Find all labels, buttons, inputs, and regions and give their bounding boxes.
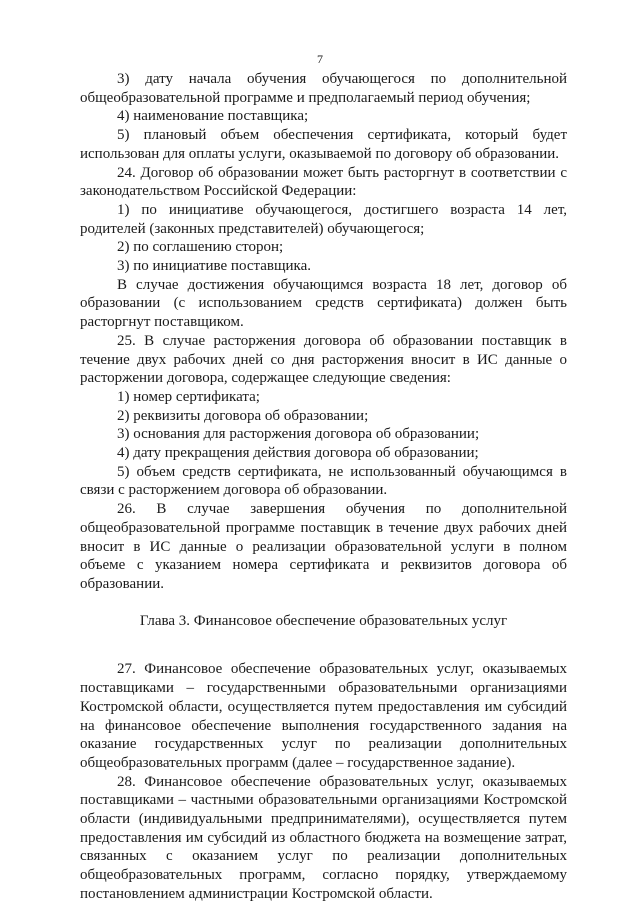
paragraph-item-26: 26. В случае завершения обучения по дополнительной общеобразовательной программе поставщик в течение двух рабочих дней вносит в ИС данные о реализации образовательной услуги в полном объеме с указанием номера сертификата и реквизитов договора об образовании. — [80, 501, 567, 592]
paragraph-item-24-1: 1) по инициативе обучающегося, достигшего возраста 14 лет, родителей (законных представителей) обучающегося; — [80, 201, 567, 237]
document-body — [80, 70, 567, 904]
paragraph-item-28: 28. Финансовое обеспечение образовательных услуг, оказываемых поставщиками – частными образовательными организациями Костромской области (индивидуальными предпринимателями), осуществляется путем предоставления им субсидий из областного бюджета на возмещение затрат, связанных с оказанием услуг по реализации дополнительных общеобразовательных программ, согласно порядку, утверждаемому постановлением администрации Костромской области. — [80, 773, 567, 902]
paragraph-item-25-4: 4) дату прекращения действия договора об образовании; — [117, 445, 479, 462]
paragraph-age-18: В случае достижения обучающимся возраста 18 лет, договор об образовании (с использованием средств сертификата) должен быть расторгнут поставщиком. — [80, 276, 567, 331]
paragraph-item-24-3: 3) по инициативе поставщика. — [117, 258, 311, 275]
page-number: 7 — [317, 52, 323, 66]
paragraph-item-23-4: 4) наименование поставщика; — [117, 108, 309, 125]
paragraph-item-25-3: 3) основания для расторжения договора об образовании; — [117, 426, 480, 443]
paragraph-item-25-1: 1) номер сертификата; — [117, 388, 260, 405]
chapter-heading: Глава 3. Финансовое обеспечение образовательных услуг — [139, 612, 508, 629]
paragraph-item-23-3: 3) дату начала обучения обучающегося по дополнительной общеобразовательной программе и предполагаемый период обучения; — [80, 71, 567, 106]
paragraph-item-25: 25. В случае расторжения договора об образовании поставщик в течение двух рабочих дней со дня расторжения вносит в ИС данные о расторжении договора, содержащее следующие сведения: — [80, 332, 567, 387]
paragraph-item-24-2: 2) по соглашению сторон; — [117, 239, 284, 256]
paragraph-item-24: 24. Договор об образовании может быть расторгнут в соответствии с законодательством Российской Федерации: — [80, 164, 567, 200]
paragraph-item-23-5: 5) плановый объем обеспечения сертификата, который будет использован для оплаты услуги, оказываемой по договору об образовании. — [80, 127, 567, 162]
paragraph-item-27: 27. Финансовое обеспечение образовательных услуг, оказываемых поставщиками – государственными образовательными организациями Костромской области, осуществляется путем предоставления им субсидий на финансовое обеспечение выполнения государственного задания на оказание государственных услуг по реализации дополнительных общеобразовательных программ (далее – государственное задание). — [80, 661, 567, 771]
paragraph-item-25-5: 5) объем средств сертификата, не использованный обучающимся в связи с расторжением договора об образовании. — [80, 463, 567, 499]
spacer — [80, 594, 567, 604]
paragraph-item-25-2: 2) реквизиты договора об образовании; — [117, 407, 369, 424]
